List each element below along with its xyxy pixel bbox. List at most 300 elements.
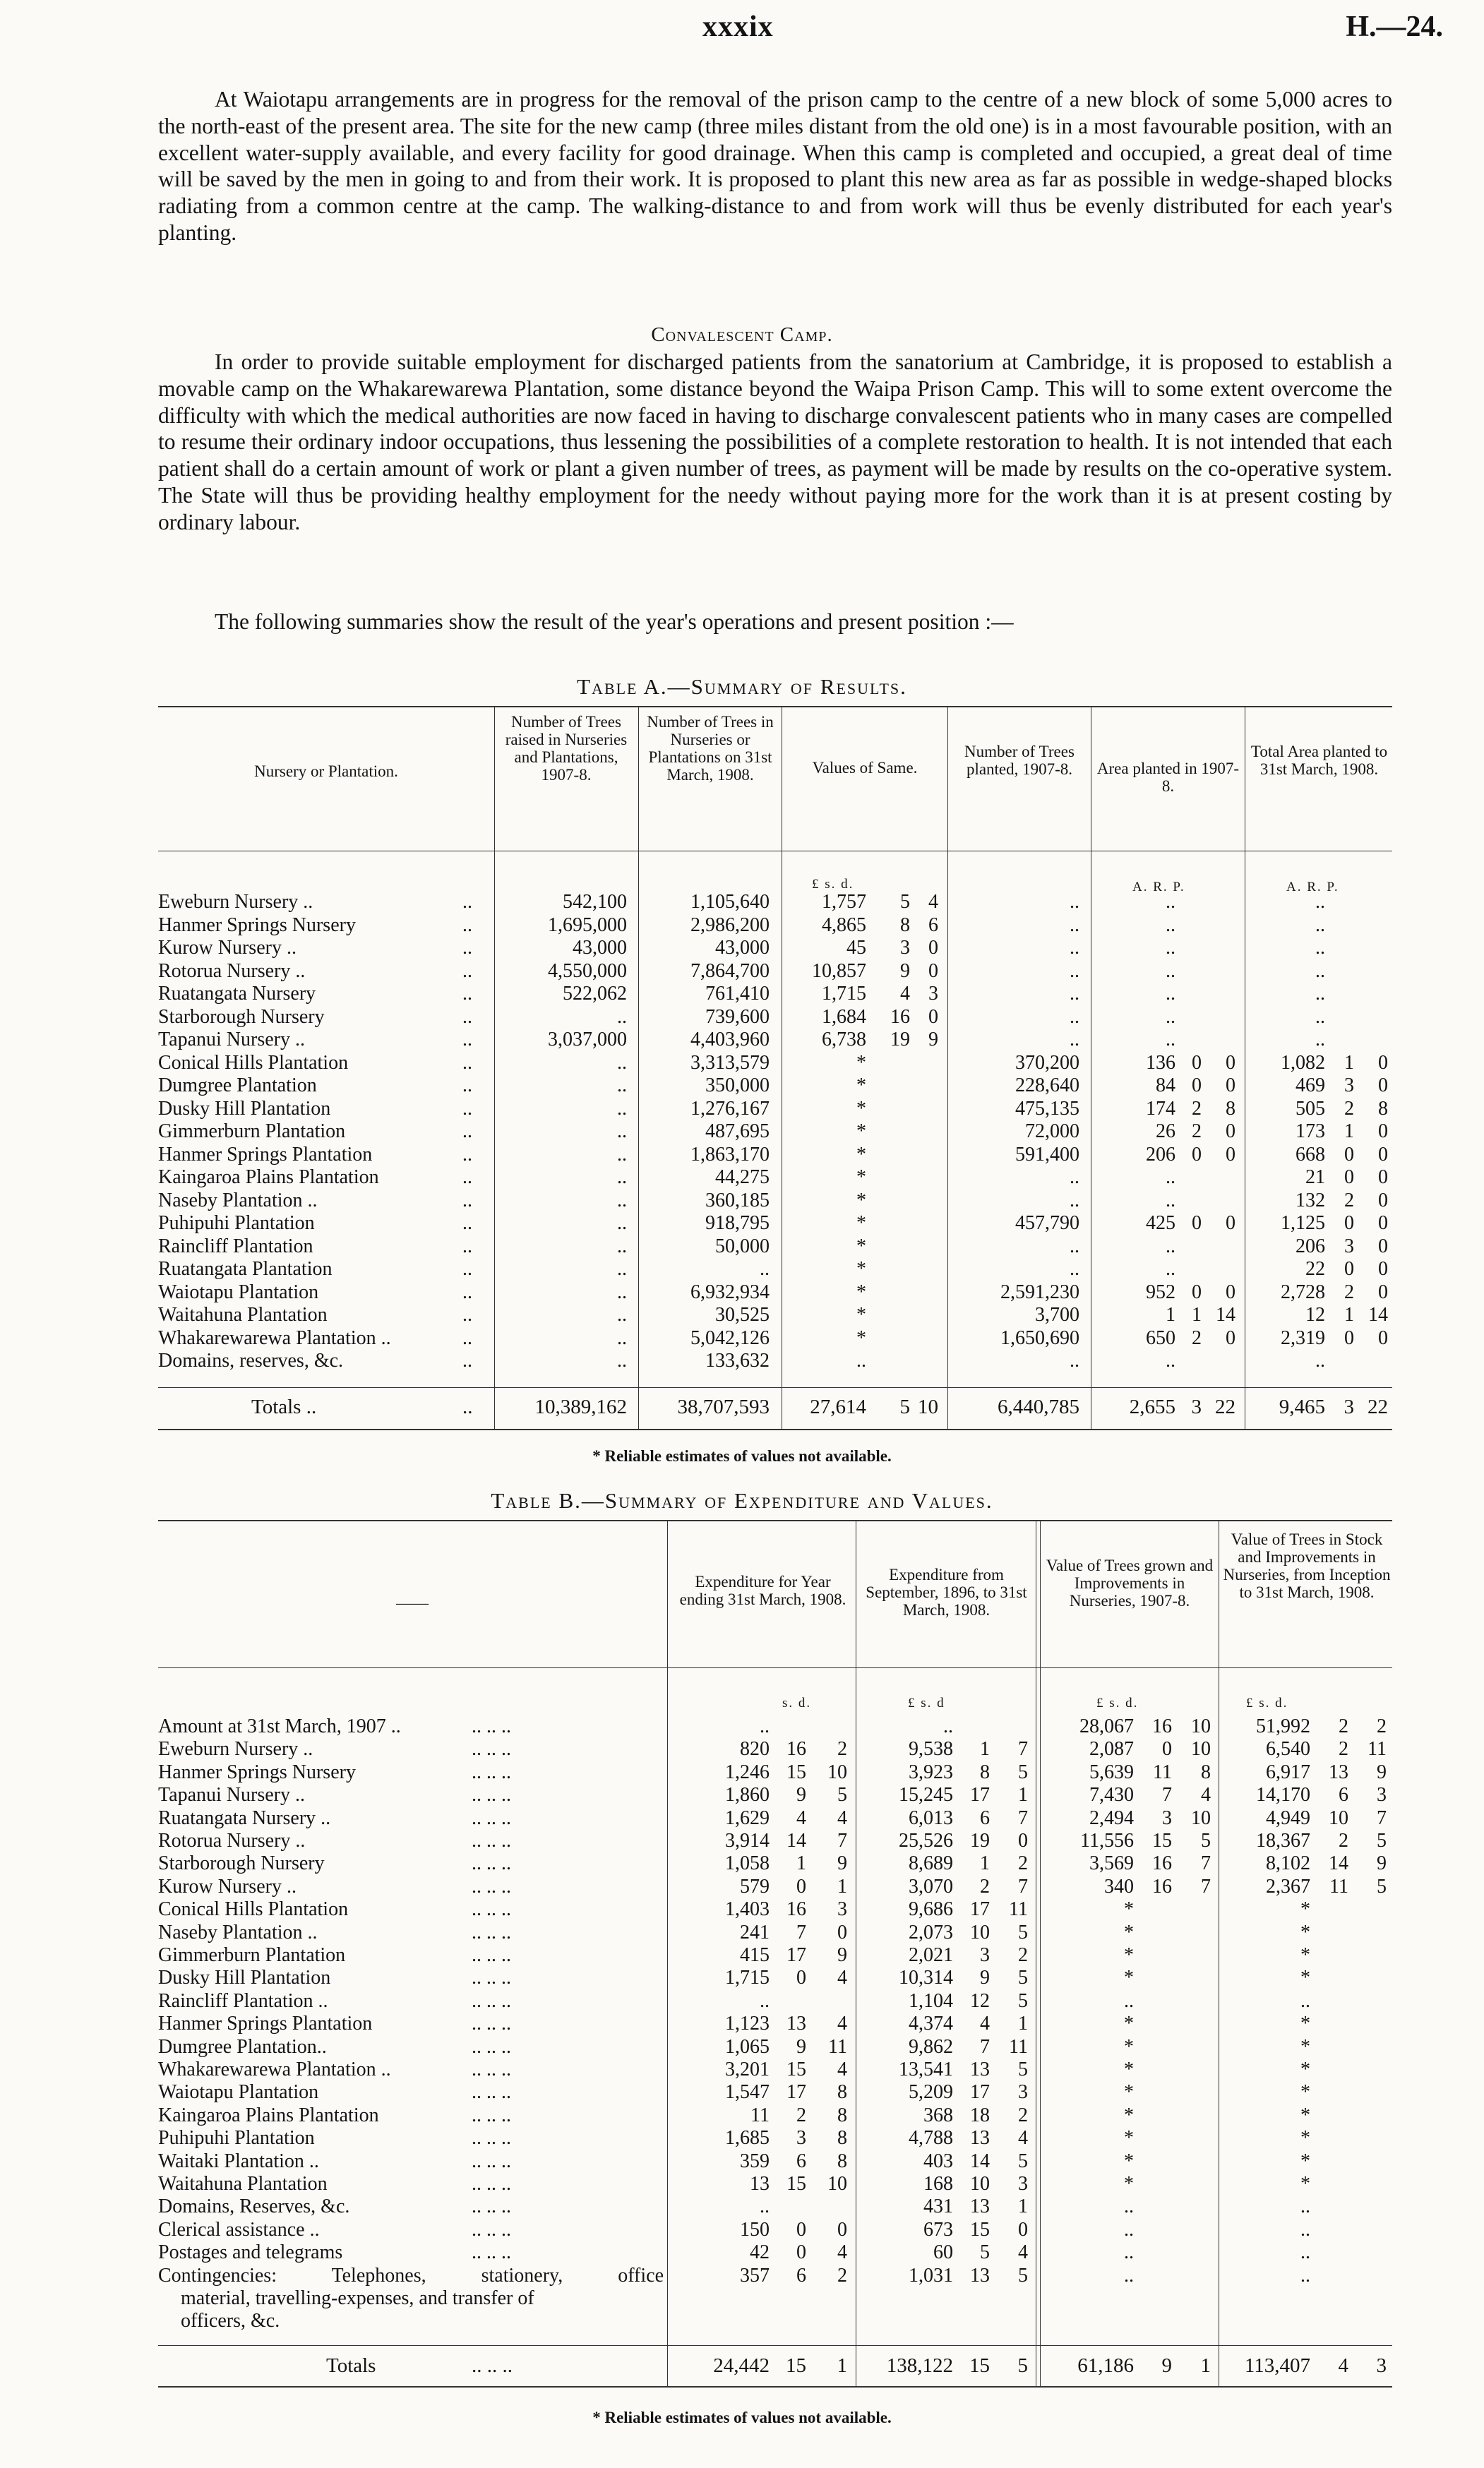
since-shillings: 8 — [980, 1761, 990, 1783]
year-shillings: 15 — [786, 2354, 806, 2377]
stock-pounds: 18,367 — [1256, 1830, 1310, 1852]
trees-raised: .. — [617, 1212, 627, 1234]
stock-pence: 9 — [1377, 1761, 1387, 1783]
row-label: Rotorua Nursery .. — [158, 1830, 306, 1852]
year-pounds: 359 — [740, 2150, 770, 2172]
since-pounds: 9,538 — [909, 1738, 953, 1761]
total-perches: 0 — [1378, 1235, 1388, 1257]
grown-pounds: * — [1124, 2150, 1134, 2172]
year-pounds: 1,629 — [725, 1807, 770, 1829]
table-b-row — [0, 1738, 1484, 1761]
year-shillings: 16 — [786, 1738, 806, 1761]
stock-pounds: 4,949 — [1266, 1807, 1310, 1829]
year-pounds: .. — [760, 2196, 770, 2218]
row-label: Dusky Hill Plantation — [158, 1097, 331, 1120]
since-pence: 3 — [1018, 2173, 1028, 2195]
table-a-row — [0, 1006, 1484, 1029]
trees-in-stock: 2,986,200 — [690, 913, 770, 936]
since-shillings: 15 — [969, 2354, 990, 2377]
trees-raised: .. — [617, 1189, 627, 1211]
stock-shillings: 2 — [1339, 1830, 1348, 1852]
year-shillings: 17 — [786, 1944, 806, 1966]
table-a-row — [0, 1098, 1484, 1120]
total-acres: .. — [1315, 1029, 1325, 1050]
trees-in-stock: 1,105,640 — [690, 891, 770, 913]
trees-raised: .. — [617, 1166, 627, 1188]
trees-in-stock: 6,932,934 — [690, 1281, 770, 1303]
area-acres: .. — [1166, 959, 1175, 982]
year-shillings: 2 — [796, 2104, 806, 2126]
value-pence: 10 — [918, 1396, 938, 1418]
since-pounds: 5,209 — [909, 2081, 953, 2104]
since-shillings: 10 — [970, 2173, 990, 2195]
leader-dots: .. — [462, 1258, 472, 1280]
since-pounds: 673 — [923, 2218, 953, 2241]
total-perches: 0 — [1378, 1051, 1388, 1074]
area-acres: .. — [1166, 1258, 1175, 1280]
contingencies-line — [0, 2265, 1484, 2287]
total-perches: 0 — [1378, 1120, 1388, 1142]
grown-shillings: 3 — [1162, 1807, 1172, 1829]
total-acres: 9,465 — [1279, 1396, 1325, 1418]
row-label: Tapanui Nursery .. — [158, 1029, 305, 1050]
total-roods: 1 — [1344, 1304, 1354, 1326]
trees-planted: .. — [1070, 913, 1079, 936]
contingencies-gl: .. — [1124, 2264, 1134, 2287]
row-label: Rotorua Nursery .. — [158, 959, 306, 982]
leader-dots: .. — [462, 1235, 472, 1257]
total-perches: 0 — [1378, 1166, 1388, 1188]
year-pounds: 1,547 — [725, 2081, 770, 2104]
leader-dots: .. .. .. — [472, 1875, 511, 1898]
since-pence: 4 — [1018, 2241, 1028, 2264]
table-a-row — [0, 1052, 1484, 1074]
leader-dots: .. — [462, 1074, 472, 1096]
stock-pounds: * — [1300, 1967, 1310, 1989]
total-perches: 14 — [1368, 1304, 1388, 1326]
trees-raised: 1,695,000 — [548, 913, 627, 936]
row-label: Starborough Nursery — [158, 1852, 325, 1875]
total-acres: 12 — [1305, 1304, 1325, 1326]
year-pence: 8 — [837, 2104, 847, 2126]
area-acres: .. — [1166, 937, 1175, 959]
area-perches: 0 — [1226, 1074, 1235, 1096]
since-shillings: 14 — [970, 2150, 990, 2172]
contingencies-text: officers, &c. — [181, 2309, 280, 2332]
total-perches: 8 — [1378, 1097, 1388, 1120]
stock-pounds: .. — [1300, 2241, 1310, 2264]
area-acres: 952 — [1146, 1281, 1175, 1303]
area-acres: .. — [1166, 891, 1175, 913]
area-acres: 84 — [1156, 1074, 1175, 1096]
trees-planted: 72,000 — [1025, 1120, 1079, 1142]
area-perches: 14 — [1216, 1304, 1235, 1326]
trees-in-stock: 133,632 — [705, 1350, 770, 1372]
area-acres: 26 — [1156, 1120, 1175, 1142]
grown-shillings: 16 — [1152, 1852, 1172, 1875]
table-b-row — [0, 1876, 1484, 1898]
table-a-row — [0, 1190, 1484, 1212]
table-b-row — [0, 2081, 1484, 2104]
year-pounds: 3,201 — [725, 2059, 770, 2080]
since-shillings: 13 — [970, 2196, 990, 2218]
table-a-totals-rule — [158, 1387, 1392, 1388]
table-b-header-since-1896: Expenditure from September, 1896, to 31st March, 1908. — [866, 1566, 1027, 1619]
value-shillings: 9 — [900, 959, 910, 982]
trees-raised: 4,550,000 — [548, 959, 627, 982]
total-perches: 0 — [1378, 1212, 1388, 1234]
value-pounds: * — [856, 1074, 866, 1096]
trees-in-stock: 1,276,167 — [690, 1097, 770, 1120]
since-pence: 5 — [1018, 1761, 1028, 1783]
area-acres: 1 — [1166, 1304, 1175, 1326]
table-a-totals-row — [0, 1396, 1484, 1418]
total-acres: .. — [1315, 983, 1325, 1005]
year-pence: 3 — [837, 1898, 847, 1921]
table-a-header-name: Nursery or Plantation. — [254, 762, 398, 780]
leader-dots: .. — [462, 1350, 472, 1372]
area-roods: 0 — [1192, 1143, 1202, 1166]
table-a-bottom-rule — [158, 1429, 1392, 1430]
contingencies-es: 6 — [796, 2264, 806, 2287]
contingencies-text: material, travelling-expenses, and transfer of — [181, 2287, 534, 2309]
row-label: Waiotapu Plantation — [158, 1281, 319, 1303]
row-label: Naseby Plantation .. — [158, 1189, 318, 1211]
table-a-row — [0, 1235, 1484, 1258]
leader-dots: .. — [462, 937, 472, 959]
leader-dots: .. — [462, 1005, 472, 1028]
stock-pounds: 6,540 — [1266, 1738, 1310, 1761]
year-pence: 7 — [837, 1830, 847, 1852]
paragraph-waiotapu: At Waiotapu arrangements are in progress for the removal of the prison camp to the centre of a new block of some 5,000 acres to the north-east of the present area. The site for the new camp (three miles distant from the old one) is in a most favourable position, with an excellent water-supply available, and every facility for good drainage. When this camp is completed and occupied, a great deal of time will be saved by the men in going to and from their work. It is proposed to plant this new area as far as possible in wedge-shaped blocks radiating from a common centre at the camp. The walking-distance to and from work will thus be evenly distributed for each year's planting. — [158, 87, 1392, 245]
year-shillings: 14 — [786, 1830, 806, 1852]
table-b-row — [0, 1922, 1484, 1944]
value-pounds: 4,865 — [822, 913, 866, 936]
since-shillings: 3 — [980, 1944, 990, 1966]
total-acres: .. — [1315, 913, 1325, 936]
area-roods: 2 — [1192, 1120, 1202, 1142]
row-label: Ruatangata Plantation — [158, 1258, 333, 1280]
trees-planted: 228,640 — [1015, 1074, 1079, 1096]
total-acres: .. — [1315, 937, 1325, 959]
since-pounds: 10,314 — [899, 1967, 953, 1989]
grown-pence: 10 — [1191, 1807, 1211, 1829]
trees-in-stock: .. — [760, 1258, 770, 1280]
row-label: Puhipuhi Plantation — [158, 2127, 315, 2150]
area-acres: 136 — [1146, 1051, 1175, 1074]
stock-pence: 9 — [1377, 1852, 1387, 1875]
since-shillings: 2 — [980, 1875, 990, 1898]
year-shillings: 15 — [786, 2173, 806, 2195]
stock-pounds: * — [1300, 2059, 1310, 2080]
value-pence: 0 — [928, 959, 938, 982]
year-shillings: 4 — [796, 1807, 806, 1829]
area-roods: 0 — [1192, 1051, 1202, 1074]
grown-pounds: 61,186 — [1077, 2354, 1134, 2377]
stock-pence: 3 — [1376, 2354, 1387, 2377]
trees-raised: .. — [617, 1281, 627, 1303]
total-perches: 0 — [1378, 1258, 1388, 1280]
table-b-header-rule — [158, 1667, 1392, 1668]
stock-shillings: 2 — [1339, 1738, 1348, 1761]
row-label: Waitahuna Plantation — [158, 2173, 328, 2195]
trees-planted: 6,440,785 — [998, 1396, 1079, 1418]
document-reference: H.—24. — [1346, 11, 1443, 43]
row-label: Hanmer Springs Plantation — [158, 2013, 373, 2035]
area-perches: 0 — [1226, 1326, 1235, 1349]
since-pounds: 4,374 — [909, 2013, 953, 2035]
total-perches: 0 — [1378, 1326, 1388, 1349]
since-pence: 5 — [1018, 1989, 1028, 2012]
leader-dots: .. .. .. — [472, 2196, 511, 2218]
year-shillings: 0 — [796, 1967, 806, 1989]
stock-pounds: 8,102 — [1266, 1852, 1310, 1875]
since-shillings: 5 — [980, 2241, 990, 2264]
trees-raised: .. — [617, 1326, 627, 1349]
trees-planted: 457,790 — [1015, 1212, 1079, 1234]
year-pounds: 24,442 — [713, 2354, 770, 2377]
value-pounds: * — [856, 1235, 866, 1257]
total-roods: 0 — [1344, 1326, 1354, 1349]
table-b-header-in-stock: Value of Trees in Stock and Improvements in Nurseries, from Inception to 31st March, 1908. — [1223, 1530, 1391, 1601]
year-pence: 11 — [828, 2035, 847, 2058]
year-pence: 8 — [837, 2081, 847, 2104]
row-label: Hanmer Springs Nursery — [158, 1761, 356, 1783]
value-pounds: * — [856, 1304, 866, 1326]
contingencies-line — [0, 2310, 1484, 2332]
table-b-row — [0, 1807, 1484, 1830]
since-pence: 5 — [1018, 2059, 1028, 2080]
table-b-row — [0, 1784, 1484, 1807]
row-label: Ruatangata Nursery — [158, 983, 316, 1005]
value-pounds: 10,857 — [812, 959, 866, 982]
leader-dots: .. — [462, 1051, 472, 1074]
stock-pounds: * — [1300, 2081, 1310, 2104]
table-a-units-total-area: A. R. P. — [1286, 880, 1339, 894]
area-perches: 0 — [1226, 1212, 1235, 1234]
row-label: Kurow Nursery .. — [158, 937, 297, 959]
area-acres: 425 — [1146, 1212, 1175, 1234]
total-acres: .. — [1315, 1350, 1325, 1372]
since-pounds: 13,541 — [899, 2059, 953, 2080]
total-perches: 0 — [1378, 1281, 1388, 1303]
leader-dots: .. — [462, 1281, 472, 1303]
table-a-row — [0, 1120, 1484, 1143]
year-pounds: 241 — [740, 1921, 770, 1943]
stock-pence: 2 — [1377, 1715, 1387, 1737]
row-label: Waitahuna Plantation — [158, 1304, 328, 1326]
total-roods: 3 — [1344, 1396, 1354, 1418]
year-pounds: 150 — [740, 2218, 770, 2241]
total-acres: 22 — [1305, 1258, 1325, 1280]
grown-pence: 7 — [1201, 1852, 1211, 1875]
table-a-row — [0, 1074, 1484, 1097]
trees-raised: .. — [617, 1005, 627, 1028]
since-pounds: 6,013 — [909, 1807, 953, 1829]
area-acres: 2,655 — [1129, 1396, 1175, 1418]
value-pounds: * — [856, 1120, 866, 1142]
area-perches: 22 — [1215, 1396, 1235, 1418]
leader-dots: .. — [462, 913, 472, 936]
leader-dots: .. .. .. — [472, 2218, 511, 2241]
leader-dots: .. — [462, 1120, 472, 1142]
stock-pounds: * — [1300, 1921, 1310, 1943]
year-shillings: 16 — [786, 1898, 806, 1921]
trees-raised: 43,000 — [573, 937, 627, 959]
trees-planted: 2,591,230 — [1000, 1281, 1079, 1303]
table-a-row — [0, 960, 1484, 983]
table-a-row — [0, 1166, 1484, 1189]
total-roods: 0 — [1344, 1166, 1354, 1188]
since-pence: 3 — [1018, 2081, 1028, 2104]
area-roods: 3 — [1191, 1396, 1202, 1418]
since-pence: 4 — [1018, 2127, 1028, 2150]
leader-dots: .. .. .. — [472, 2354, 513, 2377]
total-acres: 1,082 — [1281, 1051, 1325, 1074]
row-label: Kurow Nursery .. — [158, 1875, 297, 1898]
table-a-row — [0, 1029, 1484, 1051]
trees-raised: .. — [617, 1143, 627, 1166]
area-acres: .. — [1166, 1235, 1175, 1257]
stock-shillings: 13 — [1329, 1761, 1348, 1783]
leader-dots: .. .. .. — [472, 1921, 511, 1943]
leader-dots: .. .. .. — [472, 1944, 511, 1966]
since-pence: 2 — [1018, 1944, 1028, 1966]
year-pence: 0 — [837, 2218, 847, 2241]
row-label: Gimmerburn Plantation — [158, 1944, 346, 1966]
row-label: Conical Hills Plantation — [158, 1898, 349, 1921]
grown-pounds: * — [1124, 2173, 1134, 2195]
contingencies-fd: 5 — [1018, 2264, 1028, 2287]
grown-pounds: * — [1124, 2059, 1134, 2080]
since-shillings: 19 — [970, 1830, 990, 1852]
total-roods: 1 — [1344, 1051, 1354, 1074]
since-pence: 7 — [1018, 1738, 1028, 1761]
leader-dots: .. .. .. — [472, 2173, 511, 2195]
year-shillings: 0 — [796, 2218, 806, 2241]
value-pounds: * — [856, 1281, 866, 1303]
grown-pounds: .. — [1124, 2196, 1134, 2218]
row-label: Dumgree Plantation.. — [158, 2035, 327, 2058]
total-acres: 132 — [1295, 1189, 1325, 1211]
trees-raised: .. — [617, 1235, 627, 1257]
stock-pounds: * — [1300, 2150, 1310, 2172]
since-pounds: 2,021 — [909, 1944, 953, 1966]
stock-pence: 7 — [1377, 1807, 1387, 1829]
trees-planted: .. — [1070, 983, 1079, 1005]
contingencies-el: 357 — [740, 2264, 770, 2287]
leader-dots: .. — [462, 891, 472, 913]
row-label: Eweburn Nursery .. — [158, 1738, 313, 1761]
convalescent-camp-heading: Convalescent Camp. — [651, 323, 833, 346]
since-pence: 5 — [1017, 2354, 1028, 2377]
trees-raised: .. — [617, 1074, 627, 1096]
value-pounds: * — [856, 1051, 866, 1074]
contingencies-fs: 13 — [970, 2264, 990, 2287]
grown-pence: 10 — [1191, 1715, 1211, 1737]
stock-pounds: 2,367 — [1266, 1875, 1310, 1898]
table-a-row — [0, 1304, 1484, 1326]
total-acres: 206 — [1295, 1235, 1325, 1257]
value-pounds: * — [856, 1143, 866, 1166]
value-pounds: * — [856, 1326, 866, 1349]
table-a-row — [0, 1350, 1484, 1372]
year-pence: 0 — [837, 1921, 847, 1943]
table-b-row — [0, 2150, 1484, 2173]
row-label: Tapanui Nursery .. — [158, 1784, 305, 1807]
grown-pounds: * — [1124, 1898, 1134, 1921]
trees-planted: .. — [1070, 937, 1079, 959]
since-pence: 1 — [1018, 1784, 1028, 1807]
stock-pounds: * — [1300, 1944, 1310, 1966]
stock-pence: 5 — [1377, 1875, 1387, 1898]
row-label: Domains, reserves, &c. — [158, 1350, 344, 1372]
table-b-caption: Table B.—Summary of Expenditure and Values. — [491, 1488, 993, 1513]
since-shillings: 17 — [970, 2081, 990, 2104]
table-a-caption: Table A.—Summary of Results. — [577, 674, 907, 699]
contingencies-line — [0, 2287, 1484, 2310]
year-pounds: 579 — [740, 1875, 770, 1898]
table-b-row — [0, 2173, 1484, 2196]
since-pounds: 403 — [923, 2150, 953, 2172]
grown-pence: 5 — [1201, 1830, 1211, 1852]
leader-dots: .. — [462, 1166, 472, 1188]
since-pounds: 3,923 — [909, 1761, 953, 1783]
since-pence: 2 — [1018, 2104, 1028, 2126]
value-pounds: 1,757 — [822, 891, 866, 913]
table-b-units-year: s. d. — [782, 1696, 812, 1711]
area-perches: 0 — [1226, 1120, 1235, 1142]
area-perches: 0 — [1226, 1143, 1235, 1166]
trees-in-stock: 761,410 — [705, 983, 770, 1005]
grown-pounds: .. — [1124, 1989, 1134, 2012]
since-pounds: 138,122 — [886, 2354, 953, 2377]
since-shillings: 13 — [970, 2059, 990, 2080]
leader-dots: .. .. .. — [472, 1830, 511, 1852]
area-roods: 1 — [1192, 1304, 1202, 1326]
area-acres: .. — [1166, 1350, 1175, 1372]
total-roods: 2 — [1344, 1097, 1354, 1120]
table-b-row — [0, 2036, 1484, 2059]
year-pounds: 820 — [740, 1738, 770, 1761]
table-b-totals-row — [0, 2354, 1484, 2377]
leader-dots: .. .. .. — [472, 1715, 511, 1737]
value-shillings: 16 — [890, 1005, 910, 1028]
leader-dots: .. — [462, 1212, 472, 1234]
trees-in-stock: 38,707,593 — [677, 1396, 770, 1418]
year-pence: 4 — [837, 2013, 847, 2035]
area-roods: 2 — [1192, 1326, 1202, 1349]
year-shillings: 1 — [796, 1852, 806, 1875]
value-pounds: * — [856, 1212, 866, 1234]
table-b-bottom-rule — [158, 2386, 1392, 2388]
since-pence: 7 — [1018, 1807, 1028, 1829]
year-pence: 10 — [827, 2173, 847, 2195]
since-pounds: 60 — [933, 2241, 953, 2264]
row-label: Waitaki Plantation .. — [158, 2150, 319, 2172]
stock-shillings: 2 — [1339, 1715, 1348, 1737]
table-b-header-year: Expenditure for Year ending 31st March, 1908. — [679, 1573, 846, 1608]
table-b-header-grown: Value of Trees grown and Improvements in Nurseries, 1907-8. — [1046, 1557, 1214, 1610]
contingencies-fl: 1,031 — [909, 2264, 953, 2287]
table-a-row — [0, 1144, 1484, 1166]
table-b-row — [0, 1715, 1484, 1738]
since-pounds: 15,245 — [899, 1784, 953, 1807]
since-shillings: 18 — [970, 2104, 990, 2126]
total-roods: 0 — [1344, 1258, 1354, 1280]
value-pence: 6 — [928, 913, 938, 936]
leader-dots: .. .. .. — [472, 2127, 511, 2150]
